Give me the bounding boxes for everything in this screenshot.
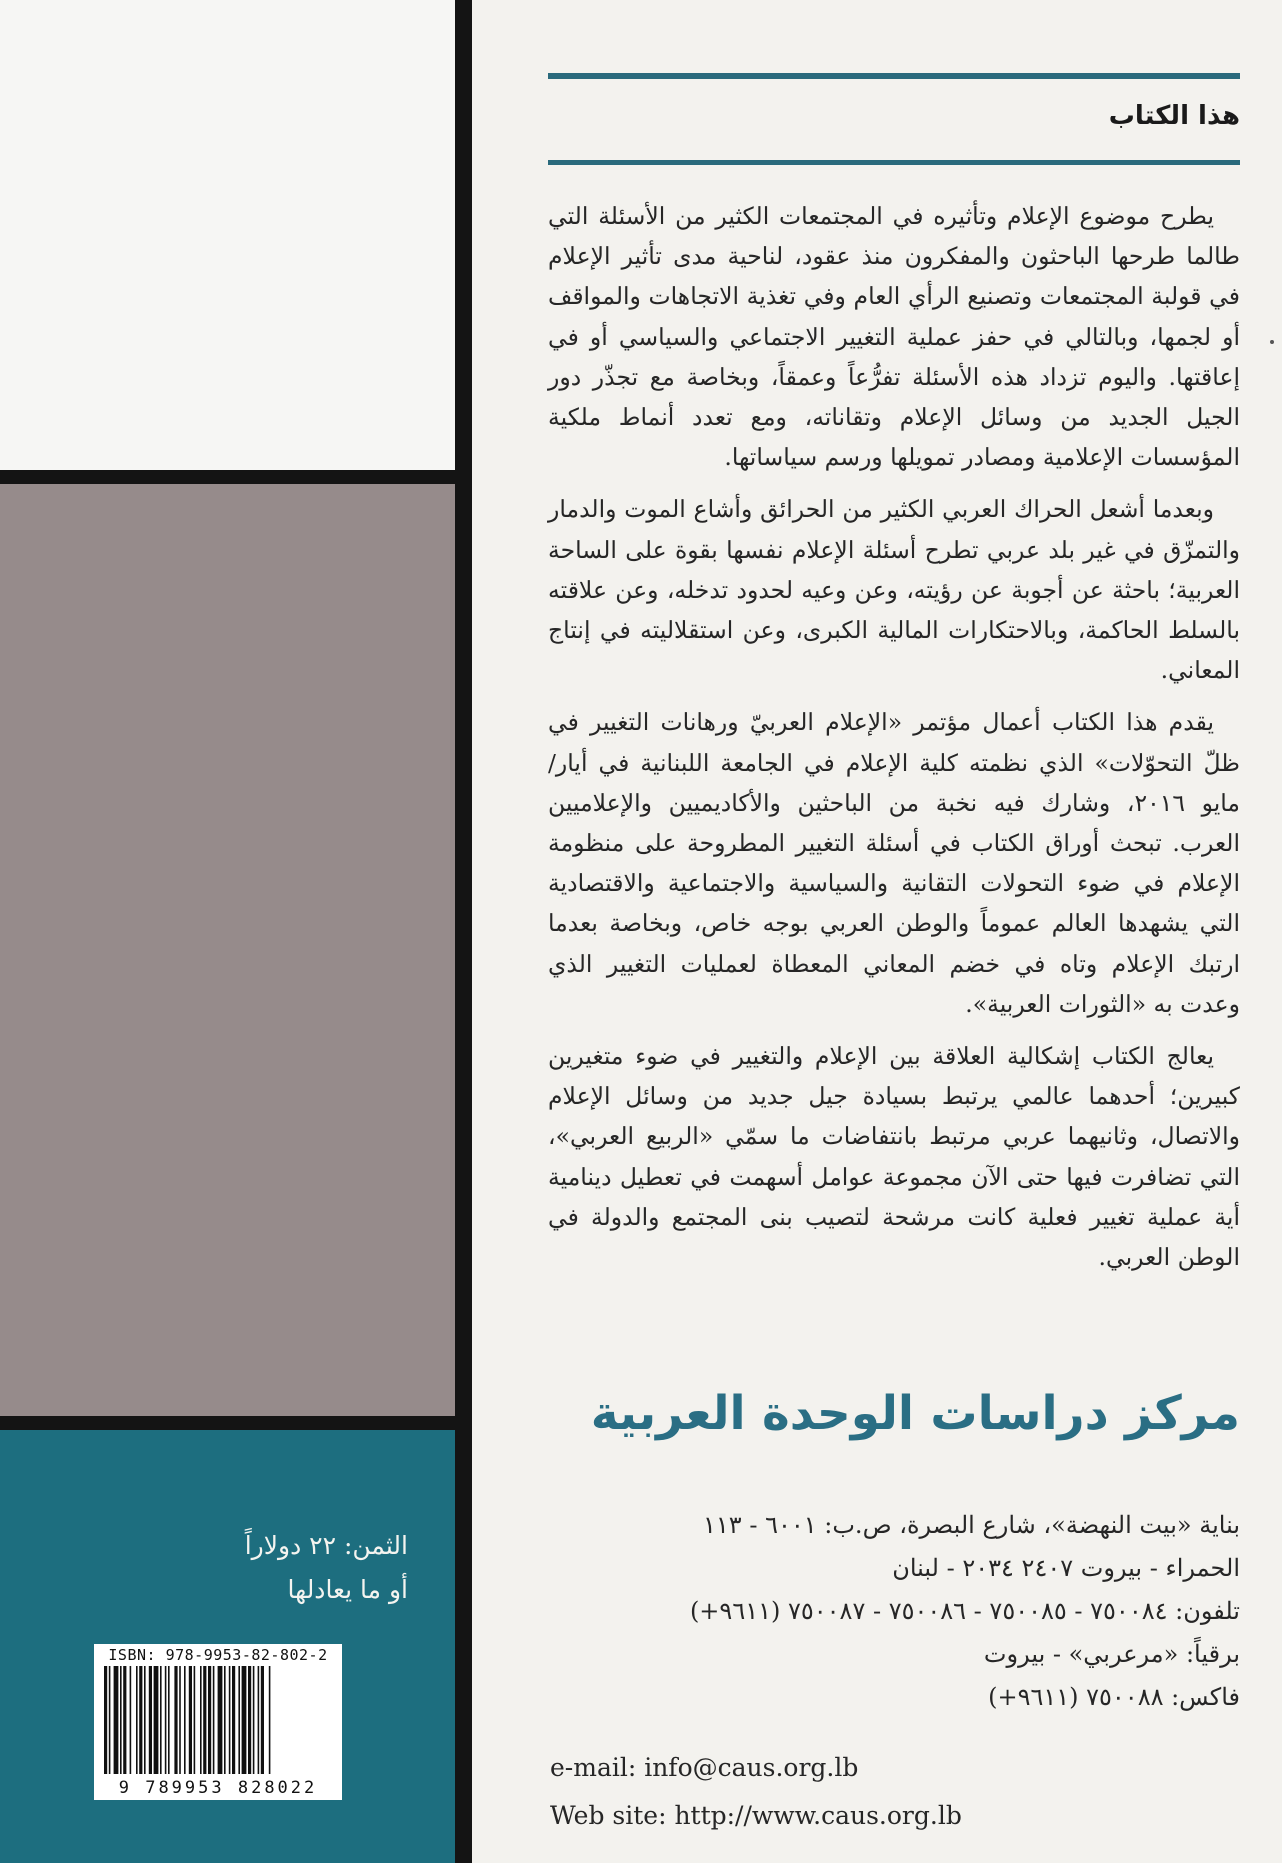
paragraph: يقدم هذا الكتاب أعمال مؤتمر «الإعلام العربيّ ورهانات التغيير في ظلّ التحوّلات» الذي نظمته كلية الإعلام في الجامعة اللبنانية في أيار/ مايو ٢٠١٦، وشارك فيه نخبة من الباحثين والأكاديميين والإعلاميين العرب. تبحث أوراق الكتاب في أسئلة التغيير المطروحة على منظومة الإعلام في ضوء التحولات التقانية والسياسية والاجتماعية والاقتصادية التي يشهدها العالم عموماً والوطن العربي بوجه خاص، وبخاصة بعدما ارتبك الإعلام وتاه في خضم المعاني المعطاة لعمليات التغيير الذي وعدت به «الثورات العربية».: [548, 708, 1240, 1018]
barcode-bar: [109, 1666, 111, 1774]
telegram-line: برقياً: «مرعربي» - بيروت: [983, 1640, 1240, 1668]
barcode-bar: [130, 1666, 132, 1774]
barcode-bar: [253, 1666, 255, 1774]
barcode-bar: [120, 1666, 122, 1774]
barcode-number: 9 789953 828022: [118, 1778, 318, 1798]
barcode-bar: [104, 1666, 107, 1774]
barcode-bar: [123, 1666, 126, 1774]
description-text: [548, 196, 1240, 1289]
paragraph: يعالج الكتاب إشكالية العلاقة بين الإعلام والتغيير في ضوء متغيرين كبيرين؛ أحدهما عالمي يرتبط بسيادة جيل جديد من وسائل الإعلام والاتصال، وثانيهما عربي مرتبط بانتفاضات ما سمّي «الربيع العربي»، التي تضافرت فيها حتى الآن مجموعة عوامل أسهمت في تعطيل دينامية أية عملية تغيير فعلية كانت مرشحة لتصيب بنى المجتمع والدولة في الوطن العربي.: [548, 1042, 1240, 1272]
barcode-bar: [238, 1666, 240, 1774]
heading-rule: [548, 160, 1240, 165]
barcode-bar: [168, 1666, 170, 1774]
isbn-text: ISBN: 978-9953-82-802-2: [108, 1646, 328, 1664]
barcode-bar: [139, 1666, 142, 1774]
email-line: e-mail: info@caus.org.lb: [550, 1753, 859, 1782]
barcode-bars: [104, 1666, 332, 1774]
price-block: [88, 1524, 408, 1612]
barcode-bar: [229, 1666, 231, 1774]
publisher-name: مركز دراسات الوحدة العربية: [590, 1386, 1240, 1441]
barcode-bar: [258, 1666, 260, 1774]
address-line: بناية «بيت النهضة»، شارع البصرة، ص.ب: ٦٠٠١ - ١١٣: [703, 1511, 1240, 1539]
phone-line: تلفون: ٧٥٠٠٨٤ - ٧٥٠٠٨٥ - ٧٥٠٠٨٦ - ٧٥٠٠٨٧ (٩٦١١+): [689, 1597, 1240, 1625]
barcode-bar: [203, 1666, 206, 1774]
barcode-bar: [269, 1666, 271, 1774]
left-white-panel: [0, 0, 455, 470]
paragraph: وبعدما أشعل الحراك العربي الكثير من الحرائق وأشاع الموت والدمار والتمزّق في غير بلد عربي تطرح أسئلة الإعلام نفسها بقوة على الساحة العربية؛ باحثة عن أجوبة عن رؤيته، وعن وعيه لحدود تدخله، وعن علاقته بالسلط الحاكمة، وبالاحتكارات المالية الكبرى، وعن استقلاليته في إنتاج المعاني.: [548, 495, 1240, 685]
barcode-bar: [144, 1666, 146, 1774]
publisher-address: [548, 1504, 1240, 1719]
barcode-bar: [224, 1666, 226, 1774]
barcode-bar: [213, 1666, 215, 1774]
top-rule: [548, 73, 1240, 79]
price-equivalent: أو ما يعادلها: [287, 1575, 408, 1604]
website-line: Web site: http://www.caus.org.lb: [550, 1801, 962, 1830]
barcode-bar: [160, 1666, 162, 1774]
barcode-bar: [179, 1666, 181, 1774]
divider-band-top: [0, 470, 472, 484]
barcode-bar: [149, 1666, 152, 1774]
barcode-bar: [242, 1666, 247, 1774]
barcode-bar: [208, 1666, 211, 1774]
address-line: الحمراء - بيروت ٢٤٠٧ ٢٠٣٤ - لبنان: [892, 1554, 1240, 1582]
print-mark: [1270, 340, 1274, 344]
barcode-bar: [194, 1666, 196, 1774]
barcode-bar: [218, 1666, 223, 1774]
left-taupe-panel: [0, 484, 455, 1416]
barcode-bar: [114, 1666, 119, 1774]
section-heading: هذا الكتاب: [1108, 101, 1240, 131]
price-line: الثمن: ٢٢ دولاراً: [244, 1531, 408, 1560]
isbn-barcode: [94, 1644, 342, 1800]
barcode-bar: [261, 1666, 264, 1774]
barcode-bar: [136, 1666, 138, 1774]
barcode-bar: [248, 1666, 251, 1774]
barcode-bar: [184, 1666, 186, 1774]
vertical-divider: [455, 0, 472, 1863]
barcode-bar: [232, 1666, 235, 1774]
barcode-bar: [174, 1666, 177, 1774]
barcode-bar: [189, 1666, 192, 1774]
barcode-bar: [200, 1666, 202, 1774]
contact-block: [550, 1744, 962, 1840]
paragraph: يطرح موضوع الإعلام وتأثيره في المجتمعات الكثير من الأسئلة التي طالما طرحها الباحثون والمفكرون منذ عقود، لناحية مدى تأثير الإعلام في قولبة المجتمعات وتصنيع الرأي العام وفي تغذية الاتجاهات والمواقف أو لجمها، وبالتالي في حفز عملية التغيير الاجتماعي والسياسي أو في إعاقتها. واليوم تزداد هذه الأسئلة تفرُّعاً وعمقاً، وبخاصة مع تجذّر دور الجيل الجديد من وسائل الإعلام وتقاناته، ومع تعدد أنماط ملكية المؤسسات الإعلامية ومصادر تمويلها ورسم سياساتها.: [548, 202, 1240, 472]
barcode-bar: [165, 1666, 167, 1774]
divider-band-bottom: [0, 1416, 472, 1430]
barcode-bar: [154, 1666, 159, 1774]
fax-line: فاكس: ٧٥٠٠٨٨ (٩٦١١+): [988, 1683, 1240, 1711]
